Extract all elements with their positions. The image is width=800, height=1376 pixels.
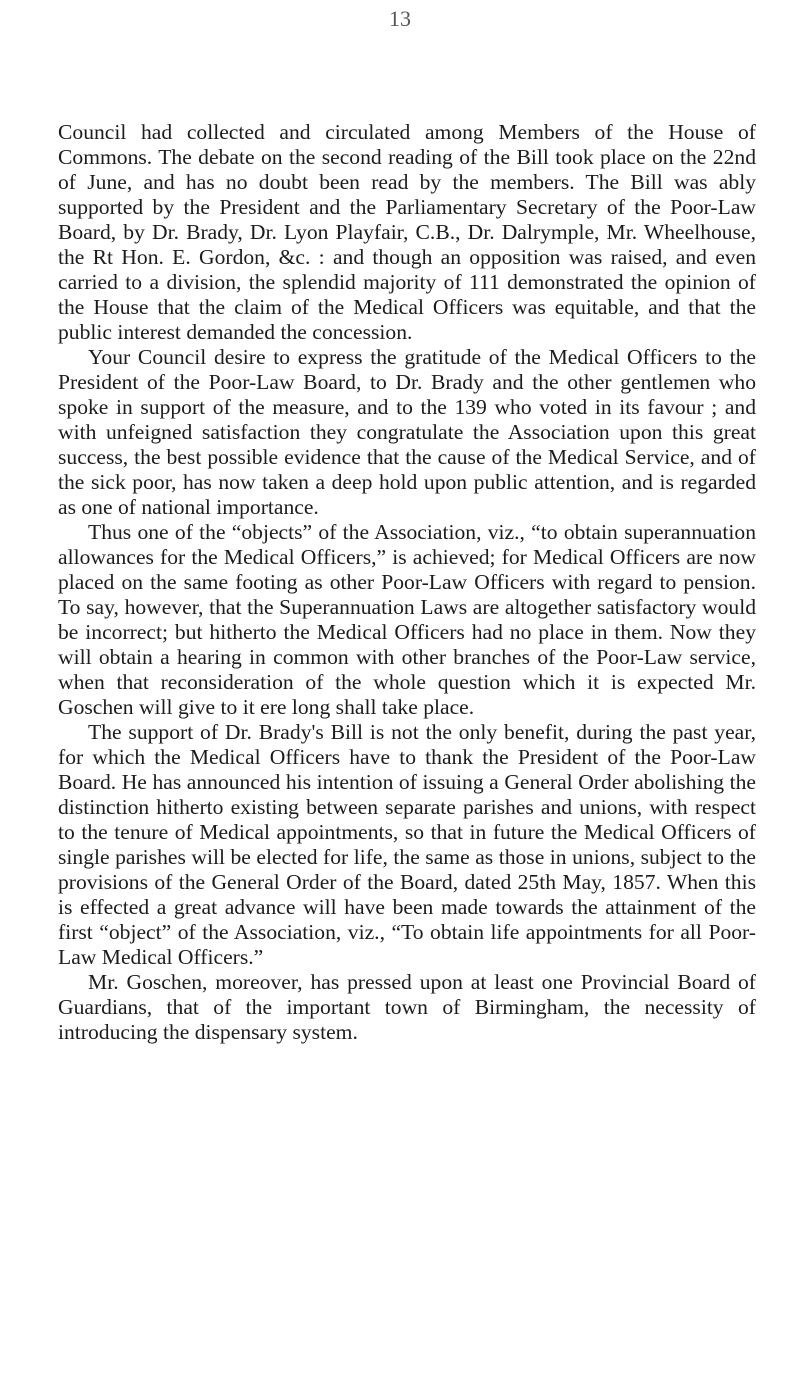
paragraph-general-order: The support of Dr. Brady's Bill is not the only benefit, during the past year, for which the Medical Officers have to thank the President of the Poor-Law Board. He has announced his intention of issuing a General Order abolishing the distinction hitherto existing between separate parishes and unions, with respect to the tenure of Medical appointments, so that in future the Medical Officers of single parishes will be elected for life, the same as those in unions, subject to the provisions of the General Order of the Board, dated 25th May, 1857. When this is effected a great advance will have been made towards the attainment of the first “object” of the Association, viz., “To obtain life appointments for all Poor-Law Medical Officers.” <box>58 720 756 969</box>
body-text <box>58 120 756 1045</box>
paragraph-gratitude: Your Council desire to express the gratitude of the Medical Officers to the President of the Poor-Law Board, to Dr. Brady and the other gentlemen who spoke in support of the measure, and to the 139 who voted in its favour ; and with unfeigned satisfaction they congratulate the Association upon this great success, the best possible evidence that the cause of the Medical Service, and of the sick poor, has now taken a deep hold upon public attention, and is regarded as one of national importance. <box>58 345 756 519</box>
paragraph-council-debate: Council had collected and circulated among Members of the House of Commons. The debate on the second reading of the Bill took place on the 22nd of June, and has no doubt been read by the members. The Bill was ably supported by the President and the Parliamentary Secretary of the Poor-Law Board, by Dr. Brady, Dr. Lyon Playfair, C.B., Dr. Dalrymple, Mr. Wheelhouse, the Rt Hon. E. Gordon, &c. : and though an opposition was raised, and even carried to a division, the splendid majority of 111 demonstrated the opinion of the House that the claim of the Medical Officers was equitable, and that the public interest demanded the concession. <box>58 120 756 344</box>
paragraph-superannuation: Thus one of the “objects” of the Association, viz., “to obtain superannuation allowances for the Medical Officers,” is achieved; for Medical Officers are now placed on the same footing as other Poor-Law Officers with regard to pension. To say, however, that the Superannuation Laws are altogether satisfactory would be incorrect; but hitherto the Medical Officers had no place in them. Now they will obtain a hearing in common with other branches of the Poor-Law service, when that reconsideration of the whole question which it is expected Mr. Goschen will give to it ere long shall take place. <box>58 520 756 719</box>
page-number: 13 <box>389 6 411 31</box>
paragraph-goschen-birmingham: Mr. Goschen, moreover, has pressed upon at least one Provincial Board of Guardians, that of the important town of Birmingham, the necessity of introducing the dispensary system. <box>58 970 756 1044</box>
